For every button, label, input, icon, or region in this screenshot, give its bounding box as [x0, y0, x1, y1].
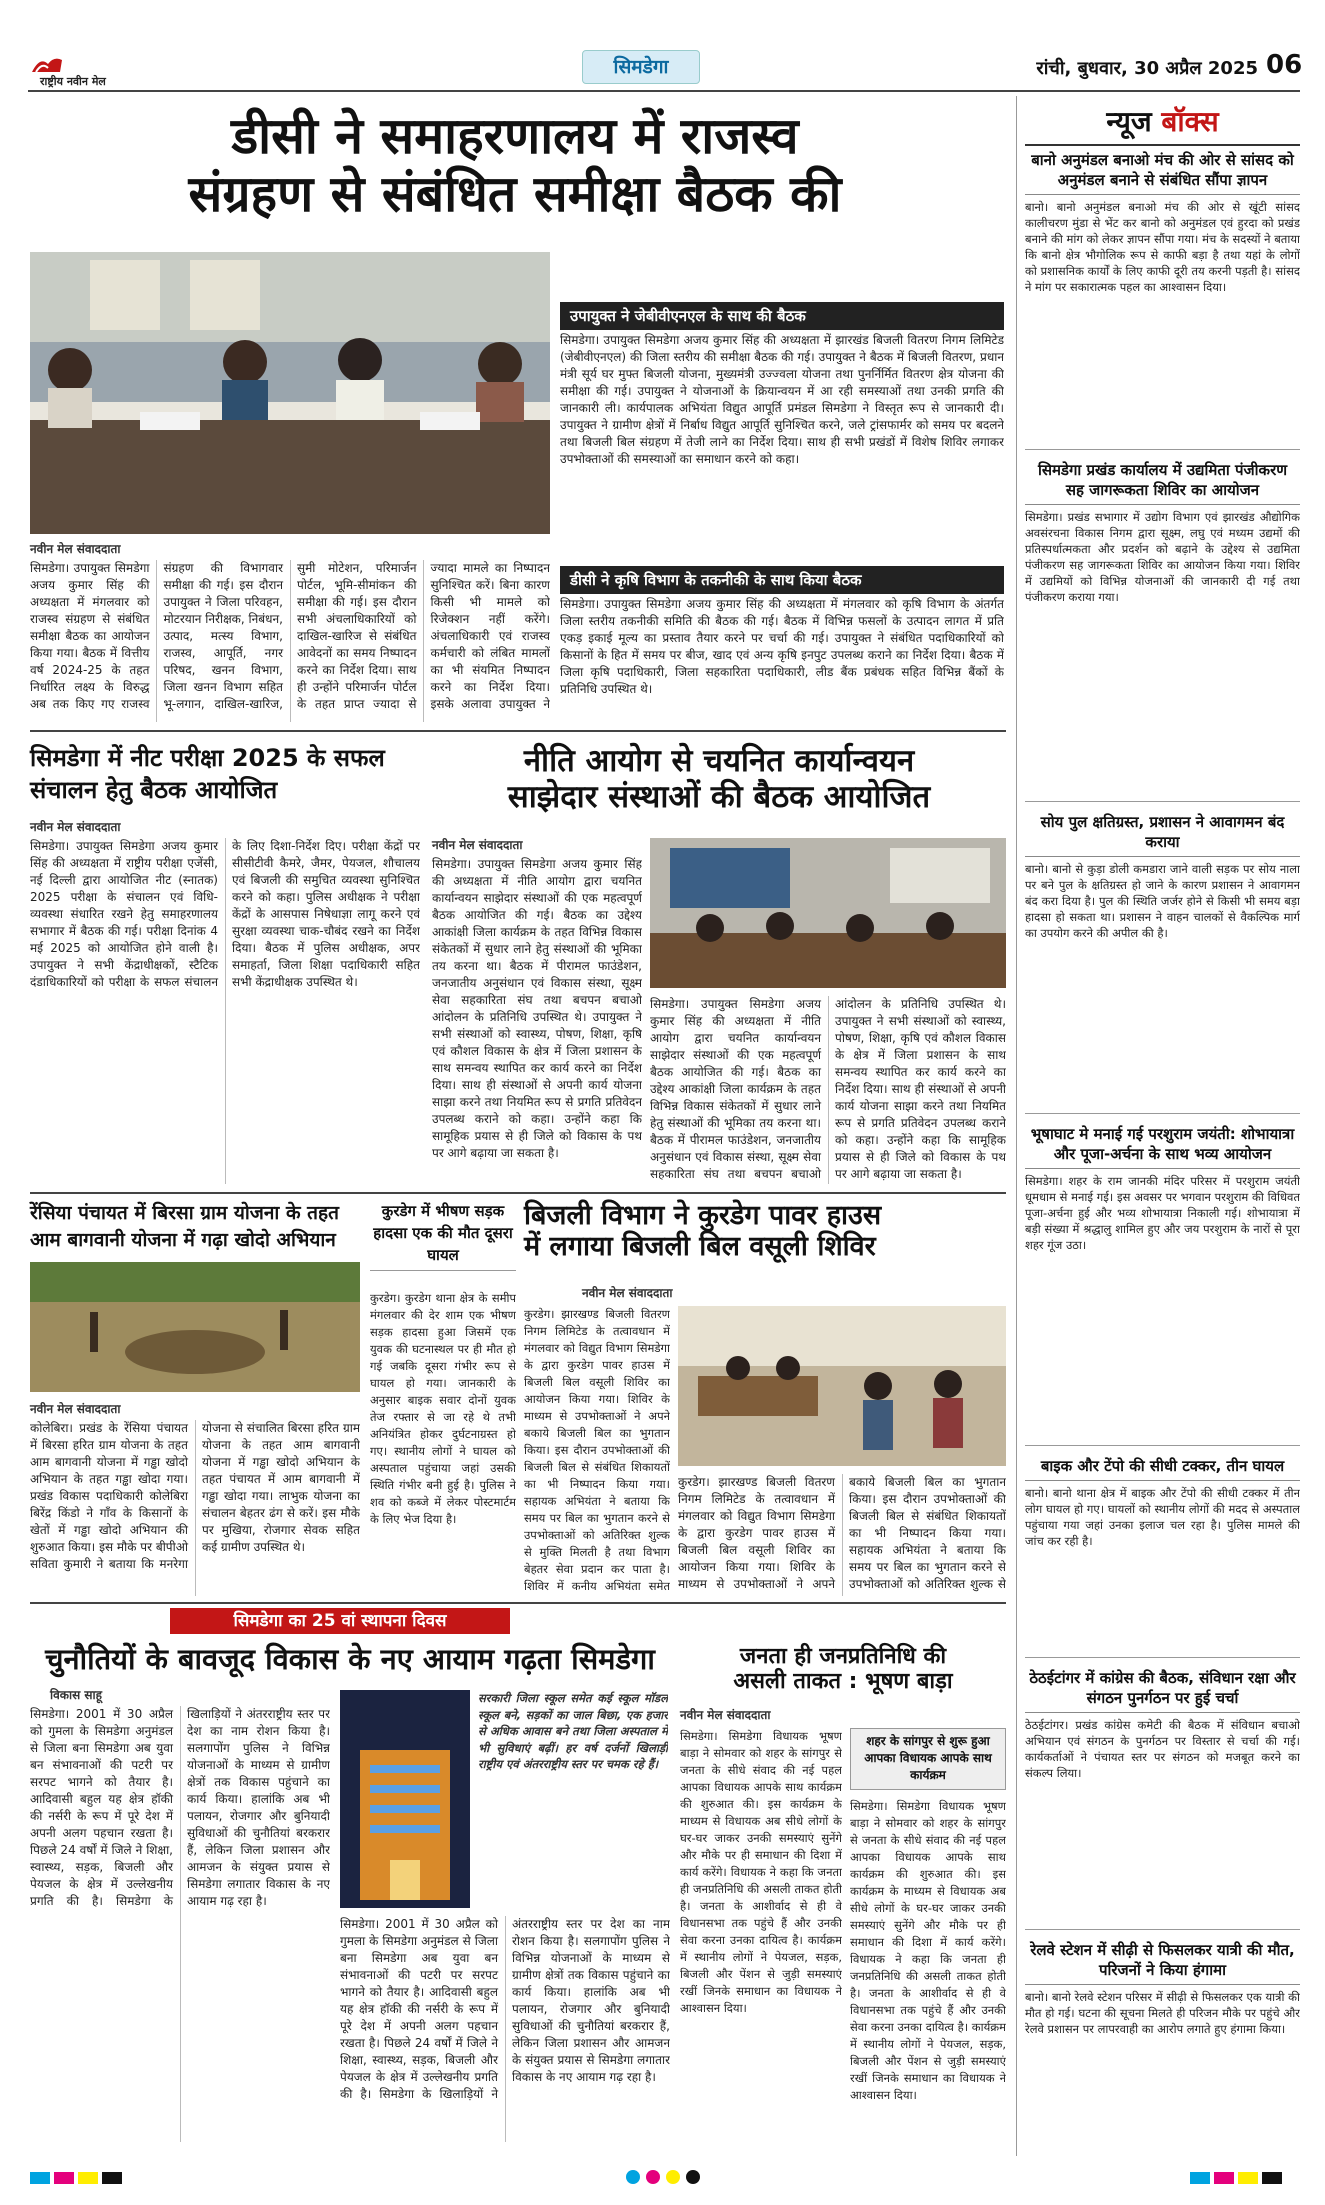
birsa-body: कोलेबिरा। प्रखंड के रेंसिया पंचायत में बिरसा हरित ग्राम योजना के तहत आम बागवानी योजना में गड्ढा खोदो अभियान के तहत गड्ढा खोदा गया। प्रखंड विकास पदाधिकारी कोलेबिरा बिरेंद्र किंडो ने गाँव के किसानों के खेतों में गड्ढा खोदो अभियान की शुरुआत किया। इस मौके पर बीपीओ सविता कुमारी ने बताया कि मनरेगा योजना से संचालित बिरसा हरित ग्राम योजना के तहत आम बागवानी योजना में गड्ढा खोदो अभियान के तहत पंचायत में आम बागवानी में गड्ढा खोदा गया। लाभुक योजना का संचालन बेहतर ढंग से करें। इस मौके पर मुखिया, रोजगार सेवक सहित कई ग्रामीण उपस्थित थे।	[30, 1421, 360, 1571]
bijli-headline-line-2: में लगाया बिजली बिल वसूली शिविर	[524, 1231, 876, 1263]
foundation-headline: चुनौतियों के बावजूद विकास के नए आयाम गढ़ता सिमडेगा	[45, 1642, 655, 1676]
divider-1	[30, 730, 1006, 732]
jbvnl-title: उपायुक्त ने जेबीवीएनएल के साथ की बैठक	[570, 307, 806, 325]
divider-2	[30, 1192, 1006, 1194]
color-registration-right	[1190, 2172, 1282, 2184]
sidebar-news-headline: भूषाघाट मे मनाई गई परशुराम जयंती: शोभायात्रा और पूजा-अर्चना के साथ भव्य आयोजन	[1025, 1120, 1300, 1169]
sidebar-news-item	[1025, 1936, 1300, 2205]
sidebar-news-item	[1025, 1120, 1300, 1446]
sidebar-news-body: सिमडेगा। शहर के राम जानकी मंदिर परिसर में परशुराम जयंती धूमधाम से मनाई गई। इस अवसर पर भगवान परशुराम की विधिवत पूजा-अर्चना हुई और भव्य शोभायात्रा निकाली गई। शोभायात्रा में बड़ी संख्या में श्रद्धालु शामिल हुए और जय परशुराम के नारों से पूरा शहर गूंज उठा।	[1025, 1174, 1300, 1252]
bijli-body-continued: कुरडेग। झारखण्ड बिजली वितरण निगम लिमिटेड के तत्वावधान में मंगलवार को विद्युत विभाग सिमडेगा के द्वारा कुरडेग पावर हाउस में बिजली बिल वसूली शिविर का आयोजन किया गया। शिविर के माध्यम से उपभोक्ताओं ने अपने बकाये बिजली बिल का भुगतान किया। इस दौरान उपभोक्ताओं की बिजली बिल से संबंधित शिकायतों का भी निष्पादन किया गया। सहायक अभियंता ने बताया कि समय पर बिल का भुगतान करने से उपभोक्ताओं को अतिरिक्त शुल्क से	[678, 1475, 1006, 1591]
sidebar-news-headline: रेलवे स्टेशन में सीढ़ी से फिसलकर यात्री की मौत, परिजनों ने किया हंगामा	[1025, 1936, 1300, 1985]
sidebar-news-item	[1025, 808, 1300, 1114]
sidebar-news-item	[1025, 1664, 1300, 1930]
logo-emblem-icon	[30, 54, 64, 76]
sidebar-news-headline: सोय पुल क्षतिग्रस्त, प्रशासन ने आवागमन बंद कराया	[1025, 808, 1300, 857]
jbvnl-body: सिमडेगा। उपायुक्त सिमडेगा अजय कुमार सिंह की अध्यक्षता में झारखंड बिजली वितरण निगम लिमिटेड (जेबीवीएनएल) की जिला स्तरीय की समीक्षा बैठक की गई। उपायुक्त ने बैठक में बिजली वितरण, प्रधान मंत्री सूर्य घर मुफ्त बिजली योजना, मुख्यमंत्री उज्ज्वला योजना तथा पुनर्निर्मित वितरण क्षेत्र योजना की समीक्षा की गई। उपायुक्त ने योजनाओं के क्रियान्वयन में आ रही समस्याओं तथा उनकी प्रगति की जानकारी ली। कार्यपालक अभियंता विद्युत आपूर्ति प्रमंडल सिमडेगा ने विस्तृत रूप से जानकारी दी। उपायुक्त ने ग्रामीण क्षेत्रों में निर्बाध विद्युत आपूर्ति सुनिश्चित करने, जले ट्रांसफार्मर को समय पर बदलने तथा बिजली बिल संग्रहण में तेजी लाने का निर्देश दिया। साथ ही सभी प्रखंडों में विशेष शिविर लगाकर उपभोक्ताओं की समस्याओं का समाधान करने को कहा।	[560, 333, 1004, 466]
accident-body: कुरडेग। कुरडेग थाना क्षेत्र के समीप मंगलवार की देर शाम एक भीषण सड़क हादसा हुआ जिसमें एक युवक की घटनास्थल पर ही मौत हो गई जबकि दूसरा गंभीर रूप से घायल हो गया। जानकारी के अनुसार बाइक सवार दोनों युवक तेज रफ्तार से जा रहे थे तभी अनियंत्रित होकर दुर्घटनाग्रस्त हो गए। स्थानीय लोगों ने घायल को अस्पताल पहुंचाया जहां उसकी स्थिति गंभीर बनी हुई है। पुलिस ने शव को कब्जे में लेकर पोस्टमार्टम के लिए भेज दिया है।	[370, 1291, 516, 1526]
sidebar-news-body: बानो। बानो अनुमंडल बनाओ मंच की ओर से खूंटी सांसद कालीचरण मुंडा से भेंट कर बानो को अनुमंडल एवं हुरदा को प्रखंड बनाने की मांग को लेकर ज्ञापन सौंपा गया। मंच के सदस्यों ने बताया कि बानो क्षेत्र भौगोलिक रूप से काफी बड़ा है तथा यहां के लोगों को प्रशासनिक कार्यों के लिए काफी दूरी तय करनी पड़ती है। सांसद ने मांग पर सकारात्मक पहल का आश्वासन दिया।	[1025, 200, 1300, 294]
bijli-body-cont	[678, 1474, 1006, 1596]
neet-byline: नवीन मेल संवाददाता	[30, 820, 121, 834]
agri-body: सिमडेगा। उपायुक्त सिमडेगा अजय कुमार सिंह की अध्यक्षता में मंगलवार को कृषि विभाग के अंतर्गत जिला स्तरीय तकनीकी समिति की बैठक की गई। बैठक में विभिन्न फसलों के उत्पादन लागत में प्रति एकड़ इकाई मूल्य का प्रस्ताव तैयार करने पर चर्चा की गई। उपायुक्त ने संबंधित पदाधिकारियों को किसानों के हित में समय पर बीज, खाद एवं अन्य कृषि इनपुट उपलब्ध कराने का निर्देश दिया। बैठक में जिला कृषि पदाधिकारी, जिला सहकारिता पदाधिकारी, लीड बैंक प्रबंधक सहित विभिन्न बैंकों के प्रतिनिधि उपस्थित थे।	[560, 597, 1004, 696]
sidebar-news-item	[1025, 1452, 1300, 1658]
sidebar-title-red: बॉक्स	[1161, 105, 1219, 138]
niti-body-continued: सिमडेगा। उपायुक्त सिमडेगा अजय कुमार सिंह की अध्यक्षता में नीति आयोग द्वारा चयनित कार्यान्वयन साझेदार संस्थाओं की एक महत्वपूर्ण बैठक आयोजित की गई। बैठक का उद्देश्य आकांक्षी जिला कार्यक्रम के तहत विभिन्न विकास संकेतकों में सुधार लाने हेतु संस्थाओं की भूमिका तय करना था। बैठक में पीरामल फाउंडेशन, जनजातीय अनुसंधान एवं विकास संस्था, सूक्ष्म सेवा सहकारिता संघ तथा बचपन बचाओ आंदोलन के प्रतिनिधि उपस्थित थे। उपायुक्त ने सभी संस्थाओं को स्वास्थ्य, पोषण, शिक्षा, कृषि एवं कौशल विकास के क्षेत्र में जिला प्रशासन के साथ समन्वय स्थापित कर कार्य करने का निर्देश दिया। साथ ही संस्थाओं से अपनी कार्य योजना साझा करने तथा नियमित रूप से प्रगति प्रतिवेदन उपलब्ध कराने को कहा। उन्होंने कहा कि सामूहिक प्रयास से ही जिले को विकास के पथ पर आगे बढ़ाया जा सकता है।	[650, 997, 1006, 1181]
niti-body: सिमडेगा। उपायुक्त सिमडेगा अजय कुमार सिंह की अध्यक्षता में नीति आयोग द्वारा चयनित कार्यान्वयन साझेदार संस्थाओं की एक महत्वपूर्ण बैठक आयोजित की गई। बैठक का उद्देश्य आकांक्षी जिला कार्यक्रम के तहत विभिन्न विकास संकेतकों में सुधार लाने हेतु संस्थाओं की भूमिका तय करना था। बैठक में पीरामल फाउंडेशन, जनजातीय अनुसंधान एवं विकास संस्था, सूक्ष्म सेवा सहकारिता संघ तथा बचपन बचाओ आंदोलन के प्रतिनिधि उपस्थित थे। उपायुक्त ने सभी संस्थाओं को स्वास्थ्य, पोषण, शिक्षा, कृषि एवं कौशल विकास के क्षेत्र में जिला प्रशासन के साथ समन्वय स्थापित कर कार्य करने का निर्देश दिया। साथ ही संस्थाओं से अपनी कार्य योजना साझा करने तथा नियमित रूप से प्रगति प्रतिवेदन उपलब्ध कराने को कहा। उन्होंने कहा कि सामूहिक प्रयास से ही जिले को विकास के पथ पर आगे बढ़ाया जा सकता है।	[432, 857, 642, 1160]
janta-body: सिमडेगा। सिमडेगा विधायक भूषण बाड़ा ने सोमवार को शहर के सांगपुर से जनता के सीधे संवाद की नई पहल आपका विधायक आपके साथ कार्यक्रम की शुरुआत की। इस कार्यक्रम के माध्यम से विधायक अब सीधे लोगों के घर-घर जाकर उनकी समस्याएं सुनेंगे और मौके पर ही समाधान की दिशा में कार्य करेंगे। विधायक ने कहा कि जनता ही जनप्रतिनिधि की असली ताकत होती है। जनता के आशीर्वाद से ही वे विधानसभा तक पहुंचे हैं और उनकी सेवा करना उनका दायित्व है। कार्यक्रम में स्थानीय लोगों ने पेयजल, सड़क, बिजली और पेंशन से जुड़ी समस्याएं रखीं जिनके समाधान का विधायक ने आश्वासन दिया।	[680, 1729, 842, 2015]
sidebar	[1016, 96, 1300, 2156]
janta-box-text: शहर के सांगपुर से शुरू हुआ आपका विधायक आपके साथ कार्यक्रम	[864, 1734, 992, 1782]
niti-body-cont	[650, 996, 1006, 1184]
neet-body: सिमडेगा। उपायुक्त सिमडेगा अजय कुमार सिंह की अध्यक्षता में राष्ट्रीय परीक्षा एजेंसी, नई दिल्ली द्वारा आयोजित नीट (स्नातक) 2025 परीक्षा के संचालन एवं विधि-व्यवस्था संधारित रखने हेतु समाहरणालय सभागार में बैठक की गई। परीक्षा दिनांक 4 मई 2025 को आयोजित होने वाली है। उपायुक्त ने सभी केंद्राधीक्षकों, स्टैटिक दंडाधिकारियों को परीक्षा के सफल संचालन के लिए दिशा-निर्देश दिए। परीक्षा केंद्रों पर सीसीटीवी कैमरे, जैमर, पेयजल, शौचालय एवं बिजली की समुचित व्यवस्था सुनिश्चित करने को कहा। पुलिस अधीक्षक ने परीक्षा केंद्रों के आसपास निषेधाज्ञा लागू करने एवं सुरक्षा व्यवस्था चाक-चौबंद रखने का निर्देश दिया। बैठक में पुलिस अधीक्षक, अपर समाहर्ता, जिला शिक्षा पदाधिकारी सहित सभी केंद्राधीक्षक उपस्थित थे।	[30, 839, 420, 989]
lead-headline-line-2: संग्रहण से संबंधित समीक्षा बैठक की	[188, 164, 842, 223]
bijli-photo	[678, 1306, 1006, 1466]
section-label: सिमडेगा	[613, 56, 669, 78]
lead-headline	[30, 108, 1000, 223]
janta-headline-line-2: असली ताकत : भूषण बाड़ा	[733, 1669, 953, 1695]
bijli-headline	[524, 1200, 1006, 1262]
janta-byline: नवीन मेल संवाददाता	[680, 1708, 771, 1722]
sidebar-news-headline: ठेठईटांगर में कांग्रेस की बैठक, संविधान रक्षा और संगठन पुनर्गठन पर हुई चर्चा	[1025, 1664, 1300, 1713]
niti-byline: नवीन मेल संवाददाता	[432, 838, 523, 852]
page-number: 06	[1266, 50, 1303, 80]
sidebar-news-body: सिमडेगा। प्रखंड सभागार में उद्योग विभाग एवं झारखंड औद्योगिक अवसंरचना विकास निगम द्वारा सूक्ष्म, लघु एवं मध्यम उद्यमों की प्रतिस्पर्धात्मकता और प्रदर्शन को बढ़ाने के उद्देश्य से उद्यमिता पंजीकरण सह जागरूकता शिविर का आयोजन किया गया। शिविर में उद्यमियों को विभिन्न योजनाओं की जानकारी दी गई तथा पंजीकरण कराया गया।	[1025, 510, 1300, 604]
masthead	[28, 50, 1303, 96]
birsa-byline: नवीन मेल संवाददाता	[30, 1402, 121, 1416]
agri-title: डीसी ने कृषि विभाग के तकनीकी के साथ किया बैठक	[570, 571, 862, 589]
janta-body-continued: सिमडेगा। सिमडेगा विधायक भूषण बाड़ा ने सोमवार को शहर के सांगपुर से जनता के सीधे संवाद की नई पहल आपका विधायक आपके साथ कार्यक्रम की शुरुआत की। इस कार्यक्रम के माध्यम से विधायक अब सीधे लोगों के घर-घर जाकर उनकी समस्याएं सुनेंगे और मौके पर ही समाधान की दिशा में कार्य करेंगे। विधायक ने कहा कि जनता ही जनप्रतिनिधि की असली ताकत होती है। जनता के आशीर्वाद से ही वे विधानसभा तक पहुंचे हैं और उनकी सेवा करना उनका दायित्व है। कार्यक्रम में स्थानीय लोगों ने पेयजल, सड़क, बिजली और पेंशन से जुड़ी समस्याएं रखीं जिनके समाधान का विधायक ने आश्वासन दिया।	[850, 1799, 1006, 2102]
sidebar-news-headline: सिमडेगा प्रखंड कार्यालय में उद्यमिता पंजीकरण सह जागरूकता शिविर का आयोजन	[1025, 456, 1300, 505]
logo-text: राष्ट्रीय नवीन मेल	[40, 75, 106, 88]
sidebar-news-headline: बाइक और टेंपो की सीधी टक्कर, तीन घायल	[1025, 1452, 1300, 1481]
lead-body: सिमडेगा। उपायुक्त सिमडेगा अजय कुमार सिंह की अध्यक्षता में मंगलवार को राजस्व संग्रहण से संबंधित समीक्षा बैठक का आयोजन किया गया। बैठक में वित्तीय वर्ष 2024-25 के तहत निर्धारित लक्ष्य के विरुद्ध अब तक किए गए राजस्व संग्रहण की विभागवार समीक्षा की गई। इस दौरान उपायुक्त ने जिला परिवहन, मोटरयान निरीक्षक, निबंधन, उत्पाद, मत्स्य विभाग, राजस्व, आपूर्ति, नगर परिषद, खनन विभाग, जिला खनन विभाग सहित भू-लगान, दाखिल-खारिज, सुमी मोटेशन, परिमार्जन पोर्टल, भूमि-सीमांकन की समीक्षा की गई। इस दौरान सभी अंचलाधिकारियों को दाखिल-खारिज से संबंधित आवेदनों का समय निष्पादन करने का निर्देश दिया। साथ ही उन्होंने परिमार्जन पोर्टल के तहत प्राप्त ज्यादा से ज्यादा मामले का निष्पादन सुनिश्चित करें। बिना कारण किसी भी मामले को रिजेक्शन नहीं करेंगे। अंचलाधिकारी एवं राजस्व कर्मचारी को लंबित मामलों का भी संयमित निष्पादन करने का निर्देश दिया। इसके अलावा उपायुक्त ने	[30, 561, 550, 711]
sidebar-news-body: बानो। बानो रेलवे स्टेशन परिसर में सीढ़ी से फिसलकर एक यात्री की मौत हो गई। घटना की सूचना मिलते ही परिजन मौके पर पहुंचे और रेलवे प्रशासन पर लापरवाही का आरोप लगाते हुए हंगामा किया।	[1025, 1990, 1300, 2036]
masthead-rule	[28, 90, 1300, 92]
registration-mark-icon	[626, 2170, 746, 2184]
janta-headline-line-1: जनता ही जनप्रतिनिधि की	[739, 1644, 947, 1669]
birsa-field-image	[30, 1262, 360, 1392]
sidebar-news-body: बानो। बानो थाना क्षेत्र में बाइक और टेंपो की सीधी टक्कर में तीन लोग घायल हो गए। घायलों को स्थानीय लोगों की मदद से अस्पताल पहुंचाया गया जहां उनका इलाज चल रहा है। पुलिस मामले की जांच कर रही है।	[1025, 1486, 1300, 1548]
foundation-body-continued: सिमडेगा। 2001 में 30 अप्रैल को गुमला के सिमडेगा अनुमंडल से जिला बना सिमडेगा अब युवा बन संभावनाओं की पटरी पर सरपट भागने को तैयार है। आदिवासी बहुल यह क्षेत्र हॉकी की नर्सरी के रूप में पूरे देश में अपनी अलग पहचान रखता है। पिछले 24 वर्षों में जिले ने शिक्षा, स्वास्थ्य, सड़क, बिजली और पेयजल के क्षेत्र में उल्लेखनीय प्रगति की है। सिमडेगा के खिलाड़ियों ने अंतरराष्ट्रीय स्तर पर देश का नाम रोशन किया है। सलगापोंग पुलिस ने विभिन्न योजनाओं के माध्यम से ग्रामीण क्षेत्रों तक विकास पहुंचाने का कार्य किया। हालांकि अब भी पलायन, रोजगार और बुनियादी सुविधाओं की चुनौतियां बरकरार हैं, लेकिन जिला प्रशासन और आमजन के संयुक्त प्रयास से सिमडेगा लगातार विकास के नए आयाम गढ़ रहा है।	[340, 1917, 670, 2101]
birsa-headline: रेंसिया पंचायत में बिरसा ग्राम योजना के तहत आम बागवानी योजना में गढ़ा खोदो अभियान	[30, 1202, 339, 1251]
section-tab	[582, 50, 700, 84]
footer-registration	[30, 2172, 1300, 2186]
foundation-quote: सरकारी जिला स्कूल समेत कई स्कूल मॉडल स्कूल बने, सड़कों का जाल बिछा, एक हजार से अधिक आवास बने तथा जिला अस्पताल में भी सुविधाएं बढ़ीं। हर वर्ष दर्जनों खिलाड़ी राष्ट्रीय एवं अंतरराष्ट्रीय स्तर पर चमक रहे हैं।	[478, 1691, 668, 1771]
sidebar-title-black: न्यूज	[1106, 105, 1152, 138]
foundation-body: सिमडेगा। 2001 में 30 अप्रैल को गुमला के सिमडेगा अनुमंडल से जिला बना सिमडेगा अब युवा बन संभावनाओं की पटरी पर सरपट भागने को तैयार है। आदिवासी बहुल यह क्षेत्र हॉकी की नर्सरी के रूप में पूरे देश में अपनी अलग पहचान रखता है। पिछले 24 वर्षों में जिले ने शिक्षा, स्वास्थ्य, सड़क, बिजली और पेयजल के क्षेत्र में उल्लेखनीय प्रगति की है। सिमडेगा के खिलाड़ियों ने अंतरराष्ट्रीय स्तर पर देश का नाम रोशन किया है। सलगापोंग पुलिस ने विभिन्न योजनाओं के माध्यम से ग्रामीण क्षेत्रों तक विकास पहुंचाने का कार्य किया। हालांकि अब भी पलायन, रोजगार और बुनियादी सुविधाओं की चुनौतियां बरकरार हैं, लेकिन जिला प्रशासन और आमजन के संयुक्त प्रयास से सिमडेगा लगातार विकास के नए आयाम गढ़ रहा है।	[30, 1707, 330, 1908]
bijli-byline: नवीन मेल संवाददाता	[582, 1286, 673, 1300]
color-registration-left	[30, 2172, 122, 2184]
bijli-camp-image	[678, 1306, 1006, 1466]
foundation-body-cont	[340, 1916, 670, 2142]
agri-title-bar	[560, 566, 1004, 594]
foundation-byline: विकास साहू	[50, 1688, 102, 1702]
niti-photo	[650, 838, 1006, 988]
neet-headline: सिमडेगा में नीट परीक्षा 2025 के सफल संचालन हेतु बैठक आयोजित	[30, 744, 385, 804]
lead-headline-line-1: डीसी ने समाहरणालय में राजस्व	[231, 107, 799, 165]
foundation-banner-text: सिमडेगा का 25 वां स्थापना दिवस	[233, 1611, 447, 1631]
foundation-banner	[170, 1608, 510, 1634]
lead-photo	[30, 252, 550, 534]
sidebar-items	[1025, 146, 1300, 2205]
niti-headline-line-2: साझेदार संस्थाओं की बैठक आयोजित	[507, 778, 931, 815]
janta-headline	[680, 1644, 1006, 1695]
niti-meeting-image	[650, 838, 1006, 988]
jbvnl-title-bar	[560, 302, 1004, 330]
divider-3	[30, 1602, 1006, 1604]
sidebar-news-body: बानो। बानो से कुड़ा डोली कमडारा जाने वाली सड़क पर सोय नाला पर बने पुल के क्षतिग्रस्त हो जाने के कारण प्रशासन ने आवागमन बंद करा दिया है। पुल की स्थिति जर्जर होने से किसी भी समय बड़ा हादसा हो सकता था। प्रशासन ने वाहन चालकों से वैकल्पिक मार्ग का उपयोग करने की अपील की है।	[1025, 862, 1300, 940]
meeting-photo-image	[30, 252, 550, 534]
sidebar-news-headline: बानो अनुमंडल बनाओ मंच की ओर से सांसद को अनुमंडल बनाने से संबंधित सौंपा ज्ञापन	[1025, 146, 1300, 195]
bijli-body: कुरडेग। झारखण्ड बिजली वितरण निगम लिमिटेड के तत्वावधान में मंगलवार को विद्युत विभाग सिमडेगा के द्वारा कुरडेग पावर हाउस में बिजली बिल वसूली शिविर का आयोजन किया गया। शिविर के माध्यम से उपभोक्ताओं ने अपने बकाये बिजली बिल का भुगतान किया। इस दौरान उपभोक्ताओं की बिजली बिल से संबंधित शिकायतों का भी निष्पादन किया गया। सहायक अभियंता ने बताया कि समय पर बिल का भुगतान करने से उपभोक्ताओं को अतिरिक्त शुल्क से मुक्ति मिलती है तथा विभाग बेहतर सेवा प्रदान कर पाता है। शिविर में कनीय अभियंता समेत	[524, 1307, 670, 1593]
sidebar-news-item	[1025, 146, 1300, 450]
lead-byline: नवीन मेल संवाददाता	[30, 542, 121, 556]
dateline: रांची, बुधवार, 30 अप्रैल 2025	[1036, 58, 1258, 79]
foundation-photo	[340, 1690, 470, 1908]
foundation-building-image	[340, 1690, 470, 1908]
accident-headline: कुरडेग में भीषण सड़क हादसा एक की मौत दूसरा घायल	[370, 1200, 516, 1271]
birsa-photo	[30, 1262, 360, 1392]
sidebar-title	[1025, 96, 1300, 146]
niti-headline-line-1: नीति आयोग से चयनित कार्यान्वयन	[523, 743, 915, 779]
janta-box	[850, 1728, 1006, 1790]
bijli-headline-line-1: बिजली विभाग ने कुरडेग पावर हाउस	[524, 1200, 882, 1231]
niti-headline	[432, 744, 1006, 815]
sidebar-news-body: ठेठईटांगर। प्रखंड कांग्रेस कमेटी की बैठक में संविधान बचाओ अभियान एवं संगठन के पुनर्गठन पर विस्तार से चर्चा की गई। कार्यकर्ताओं ने पंचायत स्तर पर संगठन को मजबूत करने का संकल्प लिया।	[1025, 1718, 1300, 1780]
logo	[30, 54, 140, 90]
sidebar-news-item	[1025, 456, 1300, 802]
janta-body-cont	[850, 1798, 1006, 2142]
